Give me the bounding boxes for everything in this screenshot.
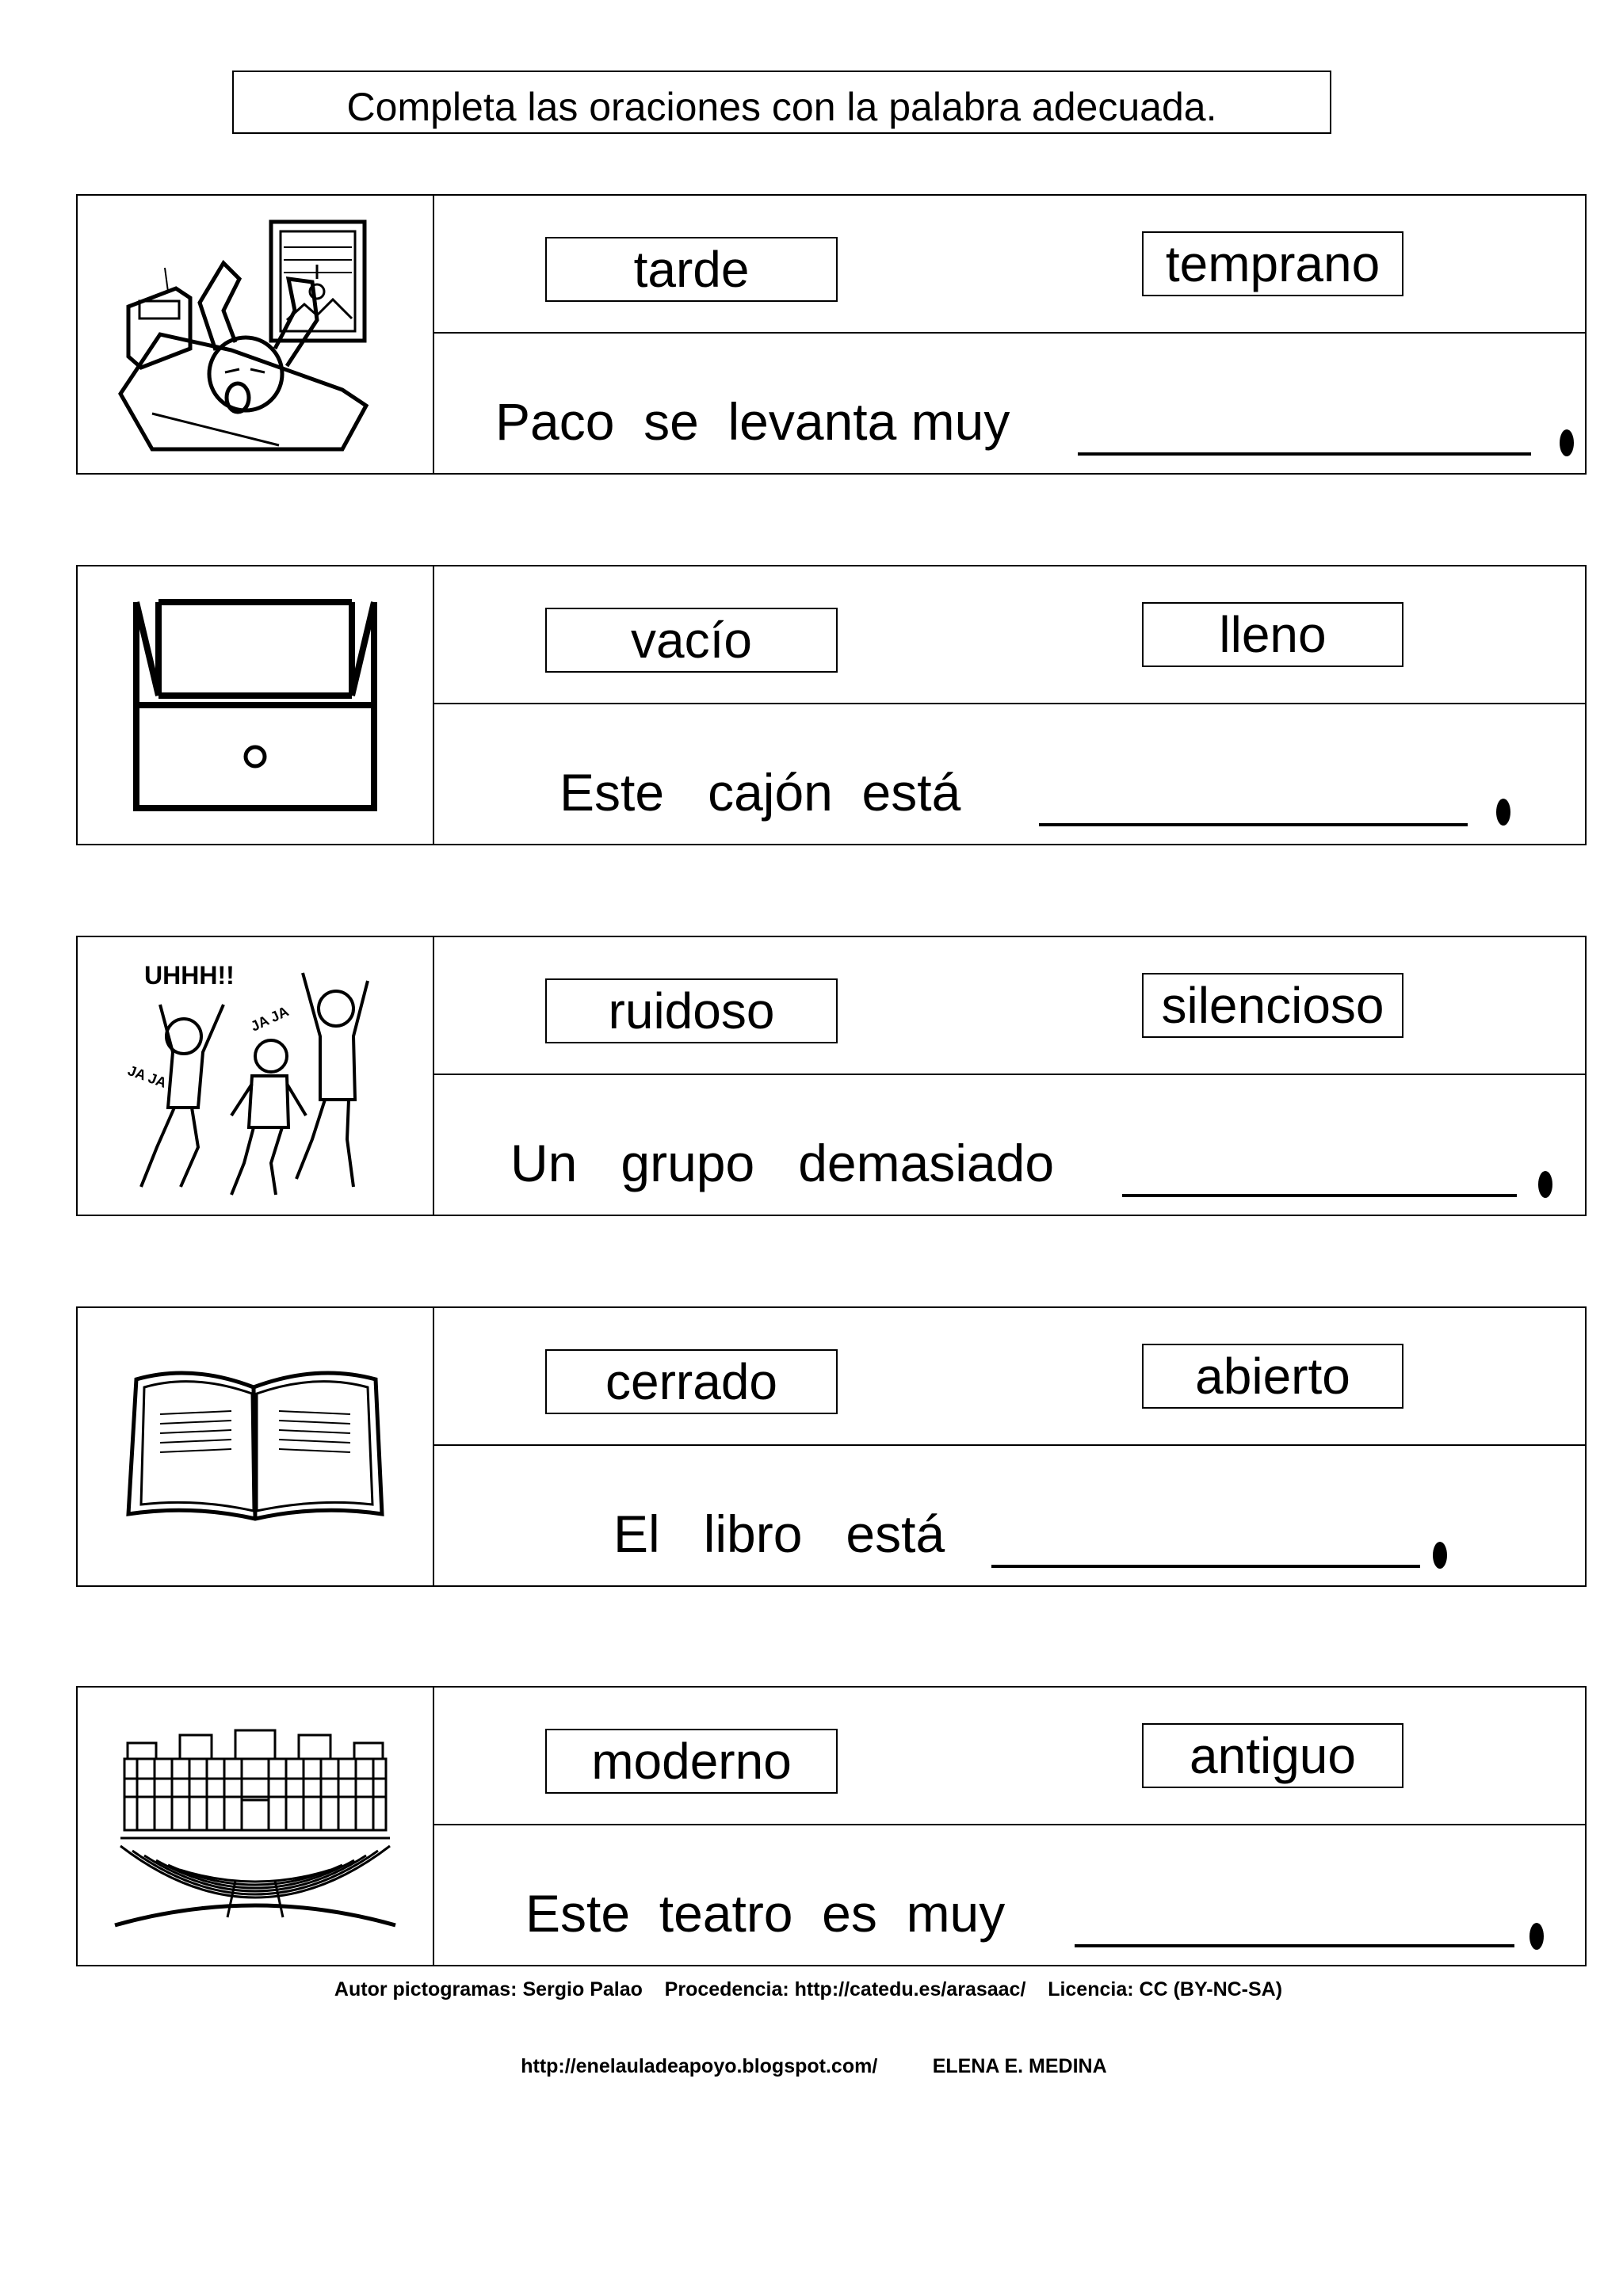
word-option-right[interactable]: temprano: [1142, 231, 1403, 296]
word-option-right[interactable]: silencioso: [1142, 973, 1403, 1038]
sentence-text: Un grupo demasiado: [510, 1134, 1055, 1192]
laugh-text: JA JA: [248, 1003, 292, 1035]
shout-text: UHHH!!: [144, 961, 235, 990]
laugh-text: JA JA: [125, 1062, 169, 1091]
answer-blank[interactable]: [1075, 1889, 1514, 1947]
answer-blank[interactable]: [1078, 397, 1531, 456]
picture-cell: [78, 1688, 434, 1965]
answer-blank[interactable]: [1039, 768, 1468, 826]
instructions-title-box: [232, 71, 1331, 134]
exercise-row-1: [76, 194, 1587, 475]
exercise-row-5: [76, 1686, 1587, 1966]
row-divider: [434, 1824, 1585, 1825]
word-option-right[interactable]: antiguo: [1142, 1723, 1403, 1788]
row-divider: [434, 703, 1585, 704]
word-option-left[interactable]: tarde: [545, 237, 838, 302]
credits-footer: Autor pictogramas: Sergio Palao Procedencia: http://catedu.es/arasaac/ Licencia: CC (BY-NC-SA): [334, 1978, 1283, 2000]
sentence-period: [1529, 1923, 1544, 1950]
sentence-period: [1560, 429, 1574, 456]
open-book-icon: [120, 1356, 390, 1538]
word-option-right[interactable]: lleno: [1142, 602, 1403, 667]
answer-blank[interactable]: [991, 1509, 1420, 1568]
empty-drawer-icon: [128, 594, 382, 816]
footer-spacer: [877, 2055, 932, 2077]
picture-cell: [78, 196, 434, 473]
word-option-right[interactable]: abierto: [1142, 1344, 1403, 1409]
picture-cell: [78, 1308, 434, 1585]
word-option-left[interactable]: vacío: [545, 608, 838, 673]
answer-blank[interactable]: [1122, 1138, 1517, 1197]
exercise-row-4: [76, 1306, 1587, 1587]
noisy-group-icon: [113, 949, 398, 1203]
roman-theatre-icon: [109, 1711, 402, 1941]
picture-cell: [78, 937, 434, 1215]
boy-waking-up-icon: [105, 215, 406, 453]
word-option-left[interactable]: moderno: [545, 1729, 838, 1794]
sentence-text: Este teatro es muy: [525, 1884, 1006, 1943]
row-divider: [434, 332, 1585, 334]
picture-cell: [78, 566, 434, 844]
word-option-left[interactable]: ruidoso: [545, 978, 838, 1043]
sentence-period: [1496, 799, 1510, 826]
sentence-period: [1433, 1542, 1447, 1569]
word-option-left[interactable]: cerrado: [545, 1349, 838, 1414]
exercise-row-3: [76, 936, 1587, 1216]
sentence-text: El libro está: [613, 1505, 945, 1563]
exercise-row-2: [76, 565, 1587, 845]
sentence-text: Paco se levanta muy: [495, 392, 1010, 451]
instructions-title: Completa las oraciones con la palabra adecuada.: [346, 85, 1217, 129]
blog-footer: [0, 2032, 1623, 2078]
author-name: ELENA E. MEDINA: [932, 2055, 1107, 2077]
row-divider: [434, 1074, 1585, 1075]
blog-link[interactable]: http://enelauladeapoyo.blogspot.com/: [521, 2055, 878, 2077]
row-divider: [434, 1444, 1585, 1446]
sentence-text: Este cajón está: [559, 763, 961, 822]
sentence-period: [1538, 1171, 1552, 1198]
